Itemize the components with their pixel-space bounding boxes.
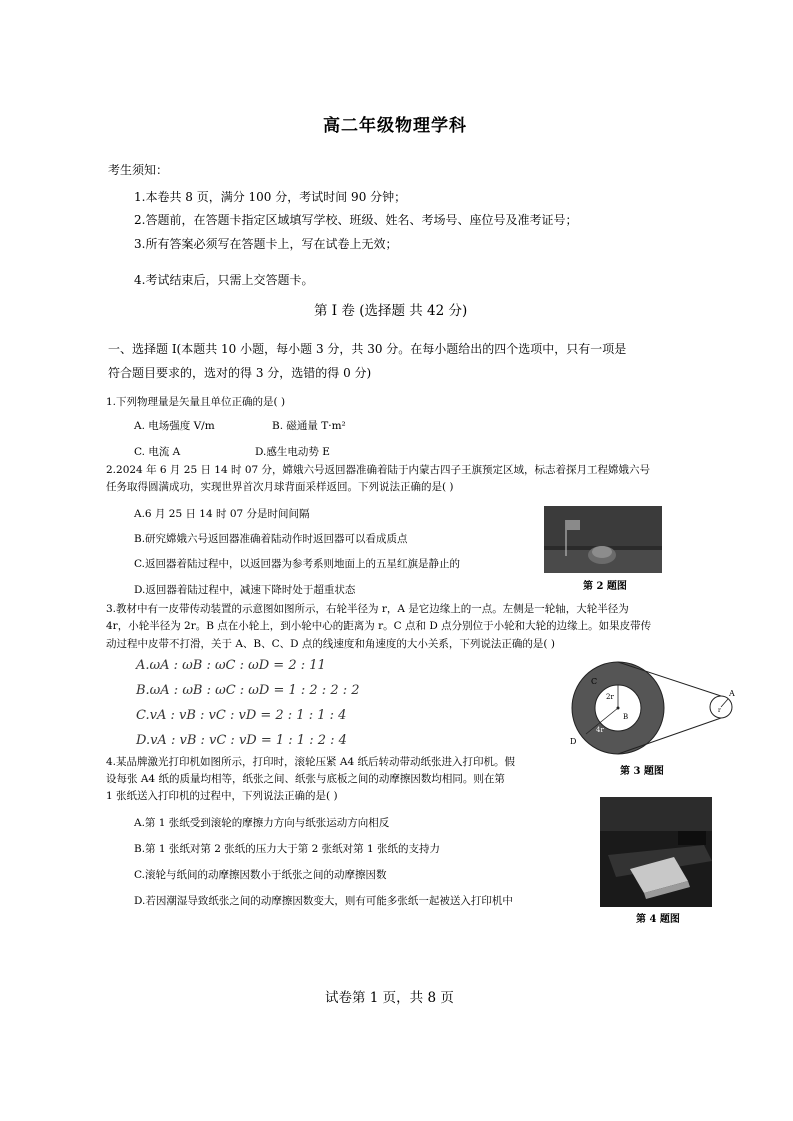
q4-option-c: C.滚轮与纸间的动摩擦因数小于纸张之间的动摩擦因数 [134,869,387,881]
q3-option-b: B.ωA : ωB : ωC : ωD = 1 : 2 : 2 : 2 [136,683,360,698]
q4-stem-line-1: 4.某品牌激光打印机如图所示，打印时，滚轮压紧 A4 纸后转动带动纸张进入打印机。假 [106,756,515,768]
q1-option-a: A. 电场强度 V/m [134,420,215,432]
notice-item-4: 4.考试结束后，只需上交答题卡。 [134,273,314,287]
q2-stem-line-1: 2.2024 年 6 月 25 日 14 时 07 分，嫦娥六号返回器准确着陆于内蒙古四子王旗预定区域，标志着探月工程嫦娥六号 [106,464,651,476]
section-intro-line-1: 一、选择题 I(本题共 10 小题，每小题 3 分，共 30 分。在每小题给出的四个选项中，只有一项是 [108,342,627,356]
q4-printer-photo [600,797,712,907]
q3-option-c: C.vA : vB : vC : vD = 2 : 1 : 1 : 4 [136,708,347,723]
q4-option-d: D.若因潮湿导致纸张之间的动摩擦因数变大，则有可能多张纸一起被送入打印机中 [134,895,513,907]
q3-belt-drive-diagram [566,656,746,760]
q4-figure-caption: 第 4 题图 [636,914,680,925]
q3-label-b: B [623,713,629,721]
page-footer: 试卷第 1 页，共 8 页 [325,990,454,1006]
q2-landing-photo [544,506,662,573]
q2-stem-line-2: 任务取得圆满成功，实现世界首次月球背面采样返回。下列说法正确的是( ) [106,481,454,493]
q4-option-a: A.第 1 张纸受到滚轮的摩擦力方向与纸张运动方向相反 [134,817,390,829]
q3-stem-line-2: 4r，小轮半径为 2r。B 点在小轮上，到小轮中心的距离为 r。C 点和 D 点分别位于小轮和大轮的边缘上。如果皮带传 [106,620,652,632]
notice-item-1: 1.本卷共 8 页，满分 100 分，考试时间 90 分钟； [134,190,407,204]
q3-label-4r: 4r [596,726,604,734]
q2-option-a: A.6 月 25 日 14 时 07 分是时间间隔 [134,508,310,520]
q3-label-a: A [729,689,735,698]
q3-figure-caption: 第 3 题图 [620,766,664,777]
notice-item-3: 3.所有答案必须写在答题卡上，写在试卷上无效； [134,237,398,251]
q4-stem-line-3: 1 张纸送入打印机的过程中，下列说法正确的是( ) [106,790,338,802]
q1-stem: 1.下列物理量是矢量且单位正确的是( ) [106,396,286,408]
q1-option-b: B. 磁通量 T·m² [272,420,346,432]
q3-label-c: C [591,677,598,686]
q3-stem-line-3: 动过程中皮带不打滑，关于 A、B、C、D 点的线速度和角速度的大小关系，下列说法正确的是( ) [106,638,555,650]
q2-option-c: C.返回器着陆过程中，以返回器为参考系则地面上的五星红旗是静止的 [134,558,460,570]
q3-label-d: D [570,737,577,746]
part-title: 第 I 卷 (选择题 共 42 分) [314,303,468,319]
q2-figure-caption: 第 2 题图 [583,581,627,592]
notice-item-2: 2.答题前，在答题卡指定区域填写学校、班级、姓名、考场号、座位号及准考证号； [134,213,578,227]
q1-option-c: C. 电流 A [134,446,181,458]
page-title: 高二年级物理学科 [323,116,467,136]
q4-stem-line-2: 设每张 A4 纸的质量均相等，纸张之间、纸张与底板之间的动摩擦因数均相同。则在第 [106,773,505,785]
q3-option-a: A.ωA : ωB : ωC : ωD = 2 : 11 [136,658,326,673]
q4-option-b: B.第 1 张纸对第 2 张纸的压力大于第 2 张纸对第 1 张纸的支持力 [134,843,440,855]
q3-option-d: D.vA : vB : vC : vD = 1 : 1 : 2 : 4 [136,733,347,748]
q3-label-r: r [718,707,721,714]
q1-option-d: D.感生电动势 E [255,446,330,458]
q3-stem-line-1: 3.教材中有一皮带传动装置的示意图如图所示，右轮半径为 r，A 是它边缘上的一点。左侧是一轮轴，大轮半径为 [106,603,629,615]
q2-option-d: D.返回器着陆过程中，减速下降时处于超重状态 [134,584,356,596]
q2-option-b: B.研究嫦娥六号返回器准确着陆动作时返回器可以看成质点 [134,533,408,545]
notice-header: 考生须知： [108,163,169,177]
q3-label-2r: 2r [606,693,614,701]
section-intro-line-2: 符合题目要求的，选对的得 3 分，选错的得 0 分) [108,366,372,380]
